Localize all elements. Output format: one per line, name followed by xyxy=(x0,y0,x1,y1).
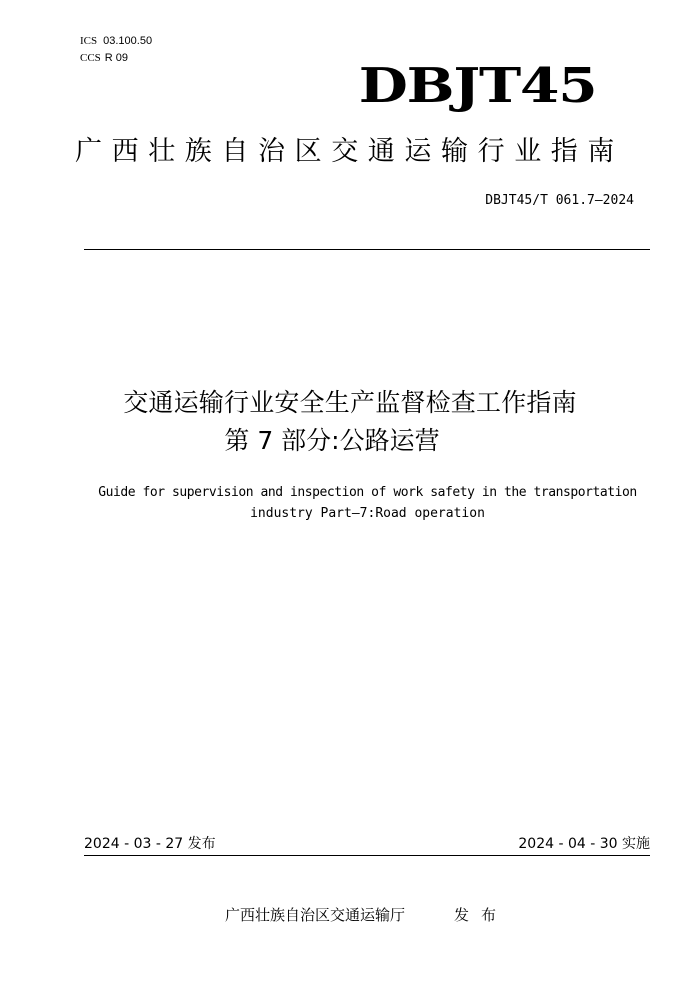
effective-date: 2024 - 04 - 30 实施 xyxy=(518,836,650,852)
bottom-divider xyxy=(84,855,650,856)
ccs-label: CCS xyxy=(80,52,101,64)
document-title-line-2: 第 7 部分:公路运营 xyxy=(224,426,440,455)
english-title-line-1: Guide for supervision and inspection of work safety in the transportation xyxy=(98,485,637,500)
publisher-name: 广西壮族自治区交通运输厅 xyxy=(225,906,406,924)
ccs-code: R 09 xyxy=(104,52,129,64)
english-title-line-2: industry Part—7:Road operation xyxy=(250,506,485,521)
ics-classification xyxy=(80,34,152,48)
top-divider xyxy=(84,249,650,250)
ics-label: ICS xyxy=(80,35,98,47)
ics-code: 03.100.50 xyxy=(103,35,153,47)
issue-date: 2024 - 03 - 27 发布 xyxy=(84,836,216,852)
publish-label: 发布 xyxy=(454,906,509,924)
organization-title: 广西壮族自治区交通运输行业指南 xyxy=(75,136,624,167)
standard-logo: DBJT45 xyxy=(358,58,596,114)
ccs-classification xyxy=(80,51,128,65)
standard-number: DBJT45/T 061.7—2024 xyxy=(485,193,634,208)
document-title-line-1: 交通运输行业安全生产监督检查工作指南 xyxy=(123,388,577,417)
